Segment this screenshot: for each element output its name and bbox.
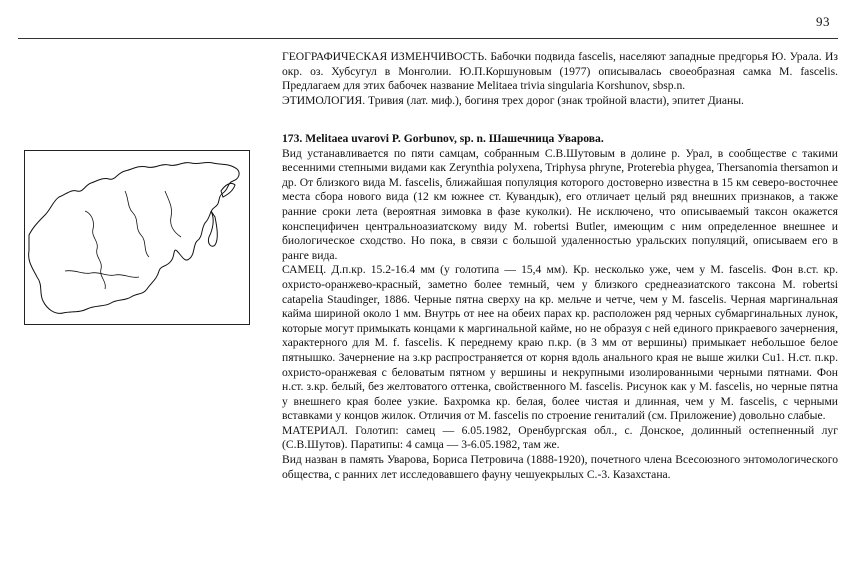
intro-section — [282, 50, 838, 108]
page-number: 93 — [816, 14, 830, 29]
male-description-paragraph: САМЕЦ. Д.п.кр. 15.2-16.4 мм (у голотипа — 15,4 мм). Кр. несколько уже, чем у M. fascelis. Фон в.ст. кр. охристо-оранжево-красный, заметно более темный, чем у близкого среднеазиатского таксона M. robertsi catapelia Staudinger, 1886. Черные пятна сверху на кр. мельче и четче, чем у M. fascelis. Черная маргинальная кайма шириной около 1 мм. Внутрь от нее на обеих парах кр. расположен ряд черных субмаргинальных лунок, которые могут примыкать концами к маргинальной кайме, но не образуя с ней единого прикраевого зачернения, характерного для M. f. fascelis. К переднему краю п.кр. (в 3 мм от вершины) примыкает небольшое белое пятнышко. Зачернение на з.кр распространяется от корня вдоль анального края не выше жилки Cu1. Н.ст. п.кр. охристо-оранжевая с беловатым пятном у вершины и некрупными изолированными черными пятнами. Фон н.ст. з.кр. белый, без желтоватого оттенка, свойственного M. fascelis. Рисунок как у M. fascelis, но черные пятна у внешнего края более узкие. Бахромка кр. белая, более чистая и длинная, чем у M. fascelis, с черными вставками у концов жилок. Отличия от M. fascelis по строение гениталий (см. Приложение) довольно слабые. — [282, 263, 838, 423]
header-rule — [18, 38, 838, 39]
species-section — [282, 132, 838, 482]
dedication-paragraph: Вид назван в память Уварова, Бориса Петровича (1888-1920), почетного члена Всесоюзного энтомологического общества, с ранних лет исследовавшего фауну чешуекрылых С.-3. Казахстана. — [282, 453, 838, 481]
etymology-paragraph: ЭТИМОЛОГИЯ. Тривия (лат. миф.), богиня трех дорог (знак тройной власти), эпитет Дианы. — [282, 93, 744, 107]
geographic-variability-paragraph: ГЕОГРАФИЧЕСКАЯ ИЗМЕНЧИВОСТЬ. Бабочки подвида fascelis, населяют западные предгорья Ю. Урала. Из окр. оз. Хубсугул в Монголии. Ю.П.Коршуновым (1977) описывалась своеобразная самка M. fascelis. Предлагаем для этих бабочек название Melitaea trivia singularia Korshunov, sbsp.n. — [282, 50, 838, 93]
species-description-paragraph: Вид устанавливается по пяти самцам, собранным С.В.Шутовым в долине р. Урал, в сообществе с такими весенними степными видами как Zerynthia polyxena, Triphysa phryne, Proterebia phygea, Thersanomia thersamon и др. От близкого вида M. fascelis, ближайшая популяция которого достоверно известна в 15 км северо-восточнее места сбора нового вида (12 км южнее ст. Кувандык), его отличает целый ряд внешних признаков, а также ранние сроки лета (вероятная зимовка в фазе куколки). Не исключено, что описываемый таксон окажется конспецифичен центральноазиатскому виду M. robertsi Butler, имеющим с ним определенное внешнее и биологическое сходство. Но пока, в связи с большой удаленностью уральских популяций, описываем его в ранге вида. — [282, 146, 838, 262]
material-paragraph: МАТЕРИАЛ. Голотип: самец — 6.05.1982, Оренбургская обл., с. Донское, долинный остепненный луг (С.В.Шутов). Паратипы: 4 самца — 3-6.05.1982, там же. — [282, 423, 838, 452]
distribution-map — [24, 150, 250, 325]
species-heading: 173. Melitaea uvarovi P. Gorbunov, sp. n. Шашечница Уварова. — [282, 132, 604, 145]
distribution-map-outline — [25, 151, 249, 324]
